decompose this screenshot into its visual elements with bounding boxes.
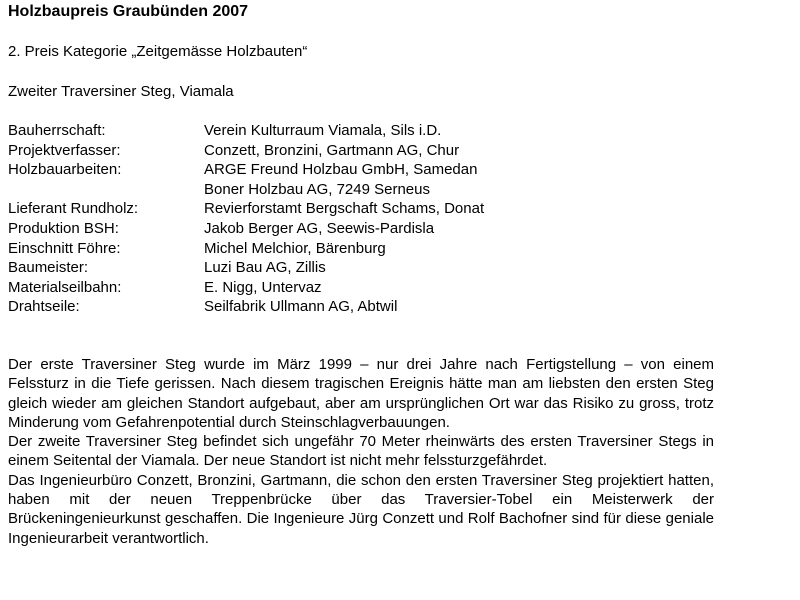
credit-value: Seilfabrik Ullmann AG, Abtwil [204,298,398,316]
project-name: Zweiter Traversiner Steg, Viamala [8,83,234,100]
credit-label: Drahtseile: [8,298,80,316]
credit-label: Materialseilbahn: [8,278,122,296]
credit-label: Einschnitt Föhre: [8,239,121,257]
credit-label: Lieferant Rundholz: [8,200,139,218]
credit-value: Conzett, Bronzini, Gartmann AG, Chur [204,141,460,159]
credit-value: Verein Kulturraum Viamala, Sils i.D. [204,122,442,139]
body-text [8,355,714,548]
credit-label: Baumeister: [8,259,89,277]
credit-value: Jakob Berger AG, Seewis-Pardisla [204,219,435,237]
credit-value: E. Nigg, Untervaz [204,278,322,296]
credit-row [8,258,708,278]
paragraph: Der erste Traversiner Steg wurde im März 1999 – nur drei Jahre nach Fertigstellung – von einem Felssturz in die Tiefe gerissen. Nach diesem tragischen Ereignis hätte man am liebsten den ersten Steg gleich wieder am gleichen Standort aufgebaut, aber am ursprünglichen Ort war das Risiko zu gross, trotz Minderung vom Gefahrenpotential durch Steinschlagverbauungen. [8,356,714,431]
credit-row [8,297,708,317]
credit-value: Michel Melchior, Bärenburg [204,239,386,257]
credit-row [8,199,708,219]
credit-row [8,141,708,161]
credits-list [8,121,708,317]
credit-label: Produktion BSH: [8,219,119,237]
paragraph: Der zweite Traversiner Steg befindet sich ungefähr 70 Meter rheinwärts des ersten Traversiner Stegs in einem Seitental der Viamala. Der neue Standort ist nicht mehr felssturzgefährdet. [8,433,714,470]
paragraph: Das Ingenieurbüro Conzett, Bronzini, Gartmann, die schon den ersten Traversiner Steg projektiert hatten, haben mit der neuen Treppenbrücke über das Traversier-Tobel ein Meisterwerk der Brückeningenieurkunst geschaffen. Die Ingenieure Jürg Conzett und Rolf Bachofner sind für diese geniale Ingenieurarbeit verantwortlich. [8,471,714,547]
credit-value: Revierforstamt Bergschaft Schams, Donat [204,200,485,218]
credit-row [8,121,708,141]
document-title: Holzbaupreis Graubünden 2007 [8,3,249,20]
credit-row [8,278,708,298]
credit-row [8,160,708,199]
award-category: 2. Preis Kategorie „Zeitgemässe Holzbauten“ [8,43,308,60]
credit-value: ARGE Freund Holzbau GmbH, Samedan [204,161,478,179]
credit-value: Luzi Bau AG, Zillis [204,259,326,277]
credit-value: Boner Holzbau AG, 7249 Serneus [204,180,430,198]
credit-label: Projektverfasser: [8,141,121,159]
credit-row [8,219,708,239]
credit-row [8,239,708,259]
credit-label: Bauherrschaft: [8,122,106,139]
credit-label: Holzbauarbeiten: [8,161,122,179]
